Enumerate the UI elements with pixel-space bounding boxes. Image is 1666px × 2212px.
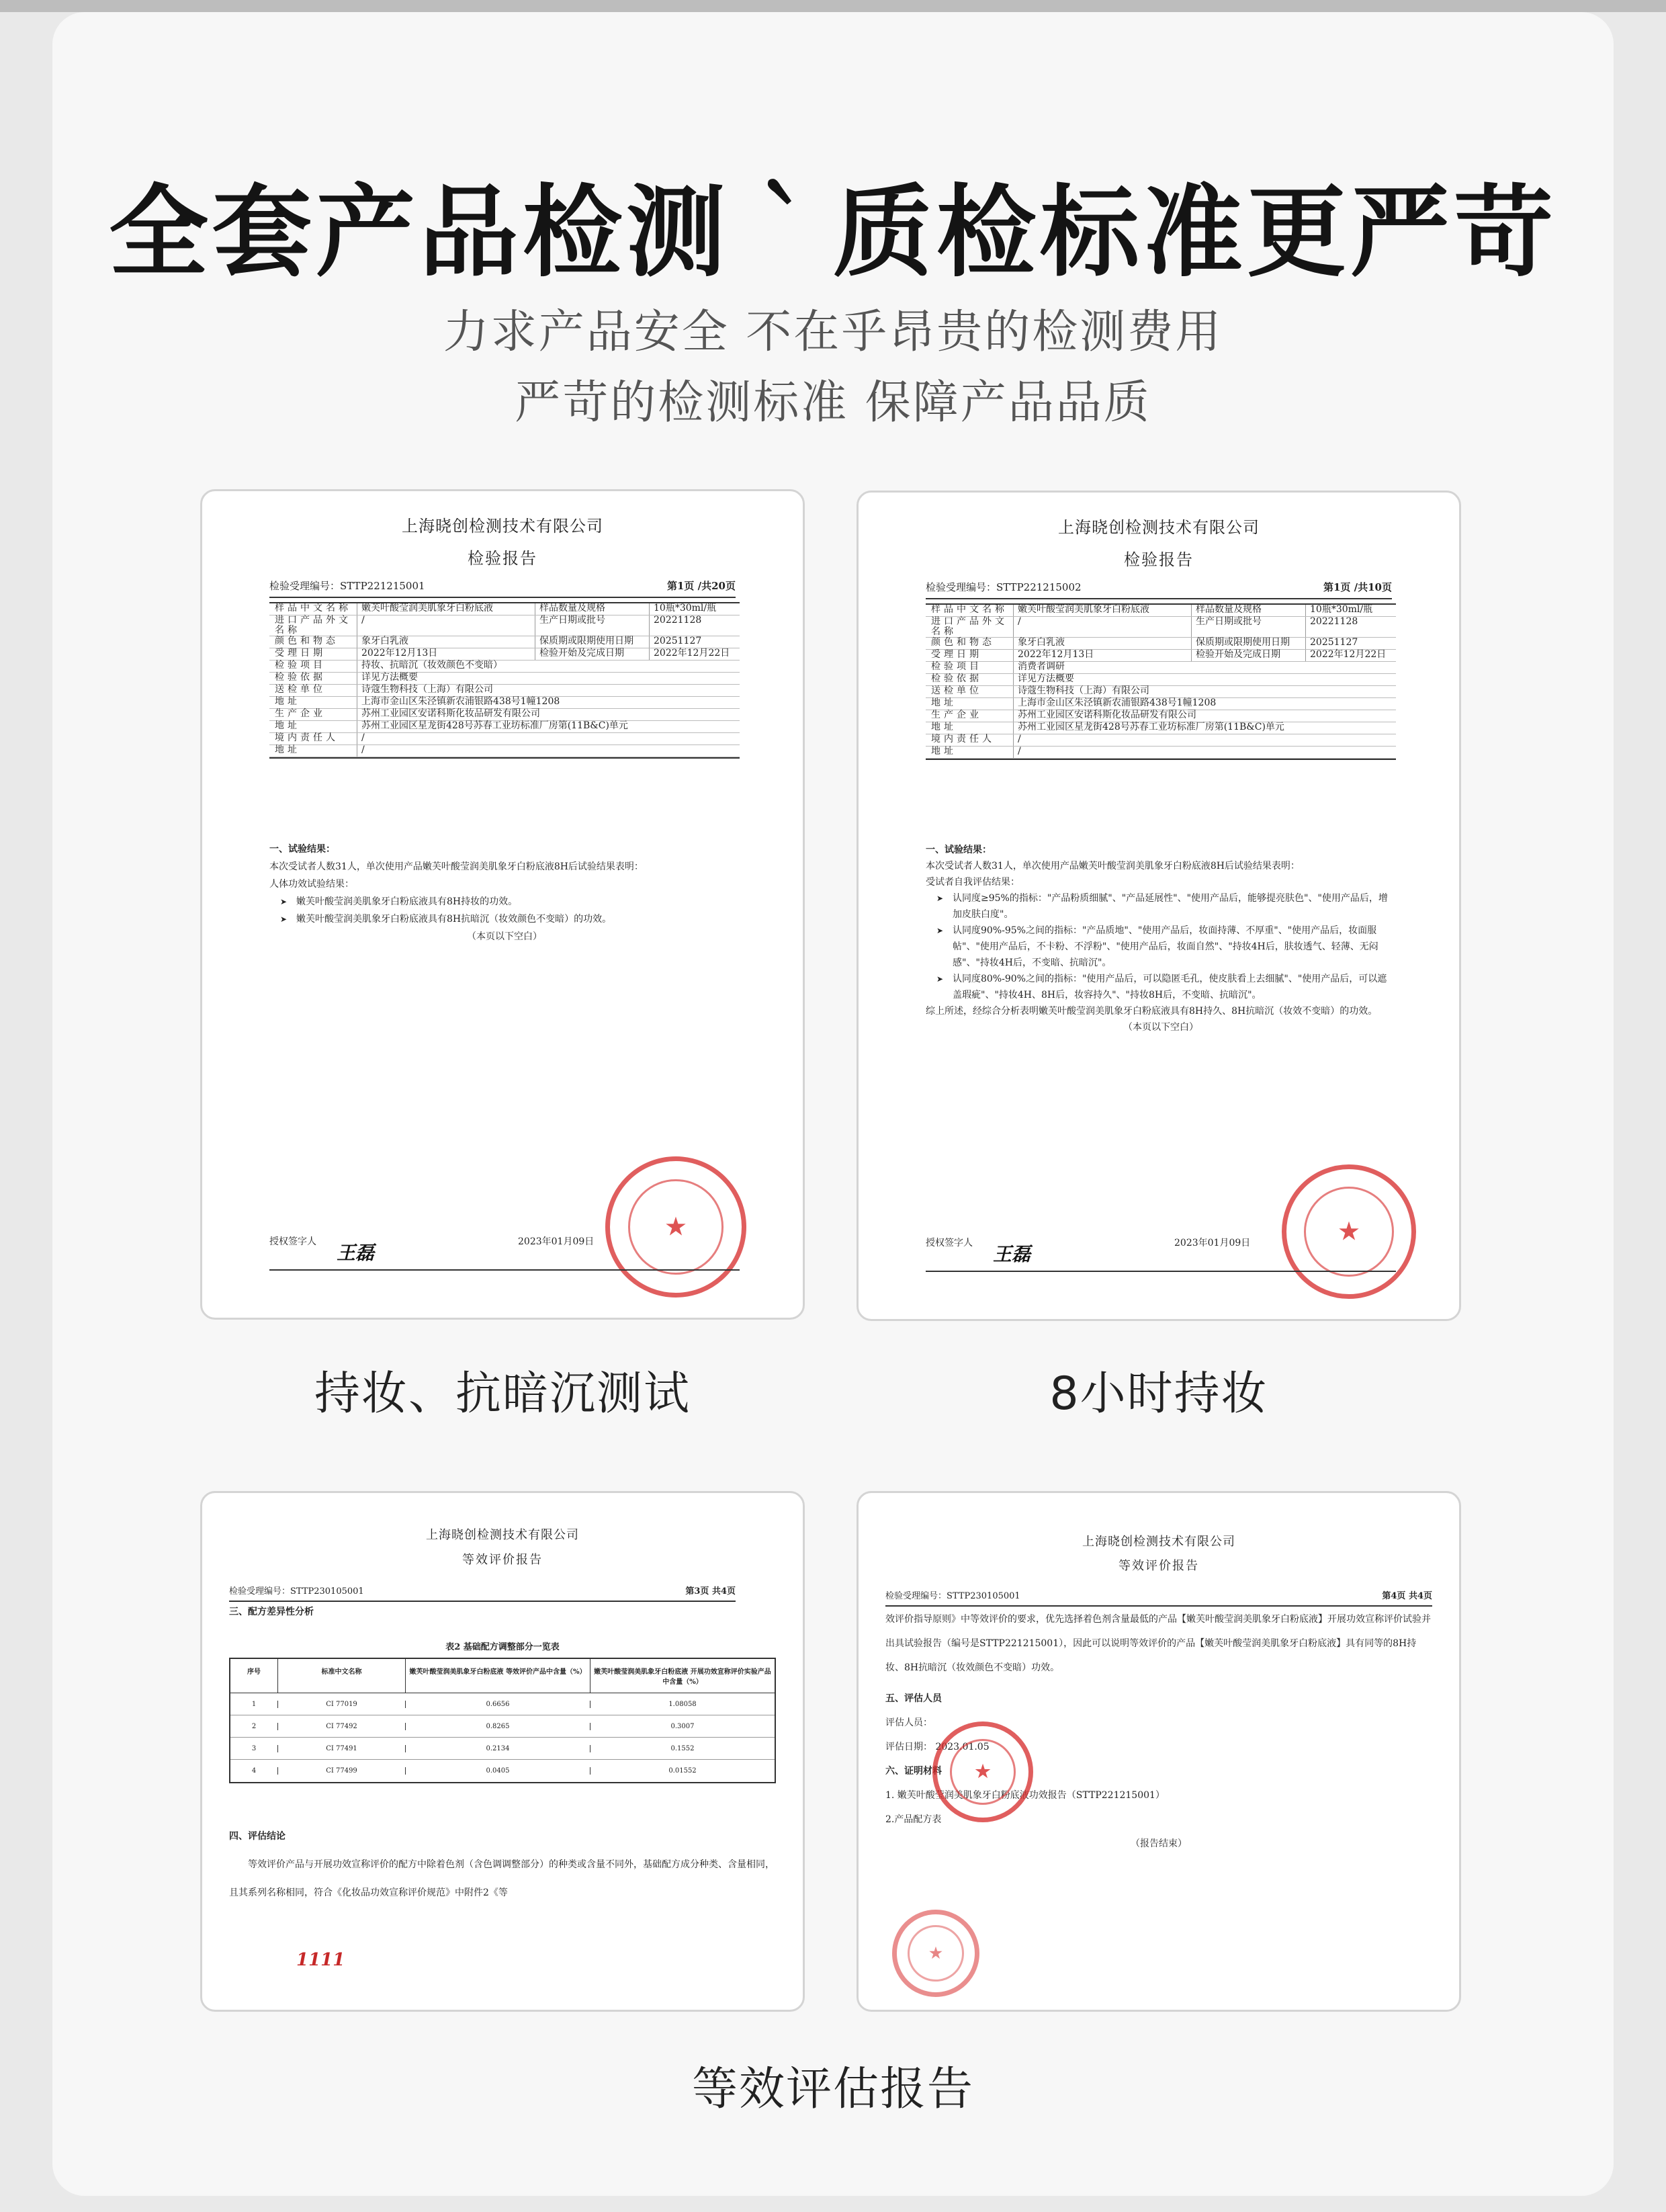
section-heading: 四、评估结论 (229, 1831, 286, 1842)
report-meta (269, 579, 736, 598)
table-title: 表2 基础配方调整部分一览表 (445, 1642, 560, 1652)
table-row: 颜色和物态 象牙白乳液 保质期或限期使用日期 20251127 (269, 636, 740, 648)
red-seal-stamp: ★ (605, 1156, 746, 1298)
table-row: 地址 苏州工业园区星龙街428号苏春工业坊标准厂房第(11B&C)单元 (269, 721, 740, 733)
table-row: 样品中文名称 嫩芙叶酸莹润美肌象牙白粉底液 样品数量及规格 10瓶*30ml/瓶 (269, 603, 740, 615)
report-info-table (269, 602, 740, 759)
report-meta (926, 580, 1392, 599)
section-heading: 三、配方差异性分析 (229, 1607, 314, 1617)
report-title: 检验报告 (1124, 550, 1194, 569)
evaluation-text: 效评价指导原则》中等效评价的要求，优先选择着色剂含量最低的产品【嫩芙叶酸莹润美肌象牙白粉底液】开展功效宣称评价试验并出具试验报告（编号是STTP221215001），因此可以说明等效评价的产品【嫩芙叶酸莹润美肌象牙白粉底液】具有同等的8H持妆、8H抗暗沉（妆效颜色不变暗）功效。 (885, 1614, 1431, 1673)
report-title: 等效评价报告 (1119, 1559, 1199, 1573)
table-row: 地址 上海市金山区朱泾镇新农浦银路438号1幢1208 (269, 697, 740, 709)
report-no: 检验受理编号：STTP221215001 (269, 580, 425, 592)
table-row: 检验依据 详见方法概要 (269, 673, 740, 685)
table-row: 检验项目 消费者调研 (926, 662, 1396, 674)
report-signature: 授权签字人 王磊 2023年01月09日 (926, 1232, 1396, 1272)
formula-table: 序号 标准中文名称 嫩芙叶酸莹润美肌象牙白粉底液 等效评价产品中含量（%） 嫩芙叶酸莹润美肌象牙白粉底液 开展功效宣称评价实验产品中含量（%） 1 CI 77019 0.6656 1.08058 2 CI 77492 0.8265 0.3007 3 CI 77491 0.2134 0.1552 4 CI 77499 0.0405 0.01552 (229, 1658, 776, 1783)
report-no: 检验受理编号：STTP230105001 (885, 1591, 1020, 1601)
equivalence-report-page-4[interactable]: 上海晓创检测技术有限公司 等效评价报告 检验受理编号：STTP230105001 第4页 共4页 效评价指导原则》中等效评价的要求，优先选择着色剂含量最低的产品【嫩芙叶酸莹润美肌象牙白粉底液】开展功效宣称评价试验并出具试验报告（编号是STTP221215001），因此可以说明等效评价的产品【嫩芙叶酸莹润美肌象牙白粉底液】具有同等的8H持妆、8H抗暗沉（妆效颜色不变暗）功效。 五、评估人员 评估人员： 评估日期： 2023.01.05 六、证明材料 1. 嫩芙叶酸莹润美肌象牙白粉底液功效报告（STTP221215001） 2.产品配方表 （报告结束） ★ ★ (857, 1491, 1461, 2012)
report-org: 上海晓创检测技术有限公司 (426, 1528, 579, 1542)
conclusion-text: 等效评价产品与开展功效宣称评价的配方中除着色剂（含色调调整部分）的种类或含量不同外，基础配方成分种类、含量相同，且其系列名称相同，符合《化妆品功效宣称评价规范》中附件2《等 (229, 1859, 775, 1898)
caption-equivalence-report: 等效评估报告 (691, 2063, 974, 2116)
table-row: 检验项目 持妆、抗暗沉（妆效颜色不变暗） (269, 661, 740, 673)
subtitle-1: 力求产品安全 不在乎昂贵的检测费用 (443, 306, 1223, 359)
report-meta (229, 1584, 736, 1602)
report-no: 检验受理编号：STTP230105001 (229, 1586, 364, 1597)
table-row: 进口产品外文名称 / 生产日期或批号 20221128 (926, 617, 1396, 638)
handwritten-signature: 王磊 (993, 1243, 1031, 1265)
table-row: 1 CI 77019 0.6656 1.08058 (230, 1693, 775, 1715)
subtitle-2: 严苛的检测标准 保障产品品质 (515, 376, 1151, 429)
table-row: 4 CI 77499 0.0405 0.01552 (230, 1760, 775, 1782)
report-results: 一、试验结果： 本次受试者人数31人，单次使用产品嫩芙叶酸莹润美肌象牙白粉底液8H后试验结果表明： 受试者自我评估结果： ➤ 认同度≥95%的指标："产品粉质细腻"、"产品延展性"、"使用产品后，能够提亮肤色"、"使用产品后，增加皮肤白度"。 ➤ 认同度90%-95%之间的指标："产品质地"、"使用产品后，妆面持薄、不厚重"、"使用产品后，妆面服帖"、"使用产品后，不卡粉、不浮粉"、"使用产品后，妆面自然"、"持妆4H后，肤妆透气、轻薄、无闷感"、"持妆4H后，不变暗、抗暗沉"。 ➤ 认同度80%-90%之间的指标："使用产品后，可以隐匿毛孔，使皮肤看上去细腻"、"使用产品后，可以遮盖瑕疵"、"持妆4H、8H后，妆容持久"、"持妆8H后，不变暗、抗暗沉"。 综上所述，经综合分析表明嫩芙叶酸莹润美肌象牙白粉底液具有8H持久、8H抗暗沉（妆效不变暗）的功效。 （本页以下空白） (926, 842, 1396, 1035)
table-row: 送检单位 诗蔻生物科技（上海）有限公司 (926, 686, 1396, 698)
table-row: 样品中文名称 嫩芙叶酸莹润美肌象牙白粉底液 样品数量及规格 10瓶*30ml/瓶 (926, 605, 1396, 617)
table-row: 生产企业 苏州工业园区安诺科斯化妆品研发有限公司 (269, 709, 740, 721)
report-no: 检验受理编号：STTP221215002 (926, 581, 1082, 593)
report-org: 上海晓创检测技术有限公司 (1082, 1535, 1235, 1549)
table-row: 地址 / (926, 747, 1396, 759)
caption-8h-wear: 8小时持妆 (1049, 1367, 1268, 1420)
table-row: 颜色和物态 象牙白乳液 保质期或限期使用日期 20251127 (926, 638, 1396, 650)
report-org: 上海晓创检测技术有限公司 (402, 517, 603, 536)
page-headline: 全套产品检测｀质检标准更严苛 (109, 175, 1557, 290)
table-row: 受理日期 2022年12月13日 检验开始及完成日期 2022年12月22日 (926, 650, 1396, 662)
red-seal-stamp: ★ (932, 1721, 1033, 1822)
report-card-wear-test[interactable] (200, 489, 805, 1320)
table-row: 2 CI 77492 0.8265 0.3007 (230, 1715, 775, 1738)
table-row: 3 CI 77491 0.2134 0.1552 (230, 1738, 775, 1760)
table-row: 地址 苏州工业园区星龙街428号苏春工业坊标准厂房第(11B&C)单元 (926, 722, 1396, 734)
report-meta (885, 1588, 1432, 1607)
table-row: 境内责任人 / (269, 733, 740, 745)
red-seal-stamp: ★ (892, 1910, 979, 1997)
table-row: 受理日期 2022年12月13日 检验开始及完成日期 2022年12月22日 (269, 648, 740, 661)
table-row: 生产企业 苏州工业园区安诺科斯化妆品研发有限公司 (926, 710, 1396, 722)
handwritten-signature: 王磊 (337, 1242, 375, 1264)
handwritten-signature: 1111 (296, 1950, 345, 1970)
equivalence-report-page-3[interactable] (200, 1491, 805, 2012)
report-page: 第3页 共4页 (685, 1586, 736, 1597)
report-page: 第1页 /共10页 (1323, 581, 1392, 593)
report-results: 一、试验结果： 本次受试者人数31人，单次使用产品嫩芙叶酸莹润美肌象牙白粉底液8H后试验结果表明： 人体功效试验结果： ➤ 嫩芙叶酸莹润美肌象牙白粉底液具有8H持妆的功效。 ➤ 嫩芙叶酸莹润美肌象牙白粉底液具有8H抗暗沉（妆效颜色不变暗）的功效。 （本页以下空白） (269, 841, 740, 945)
report-card-8h-wear[interactable] (857, 491, 1461, 1321)
table-row: 检验依据 详见方法概要 (926, 674, 1396, 686)
table-row: 地址 上海市金山区朱泾镇新农浦银路438号1幢1208 (926, 698, 1396, 710)
section-heading: 六、证明材料 (885, 1766, 942, 1777)
top-strip (0, 0, 1666, 12)
report-page: 第1页 /共20页 (666, 580, 736, 592)
report-title: 等效评价报告 (462, 1553, 543, 1567)
table-row: 境内责任人 / (926, 734, 1396, 747)
report-title: 检验报告 (468, 549, 537, 568)
report-page: 第4页 共4页 (1382, 1591, 1432, 1601)
table-row: 送检单位 诗蔻生物科技（上海）有限公司 (269, 685, 740, 697)
table-row: 进口产品外文名称 / 生产日期或批号 20221128 (269, 615, 740, 636)
caption-wear-test: 持妆、抗暗沉测试 (314, 1367, 691, 1420)
report-info-table (926, 603, 1396, 760)
report-org: 上海晓创检测技术有限公司 (1058, 518, 1260, 537)
table-row: 地址 / (269, 745, 740, 757)
red-seal-stamp: ★ (1282, 1164, 1416, 1299)
report-signature: 授权签字人 王磊 2023年01月09日 (269, 1230, 740, 1271)
section-heading: 五、评估人员 (885, 1693, 942, 1704)
